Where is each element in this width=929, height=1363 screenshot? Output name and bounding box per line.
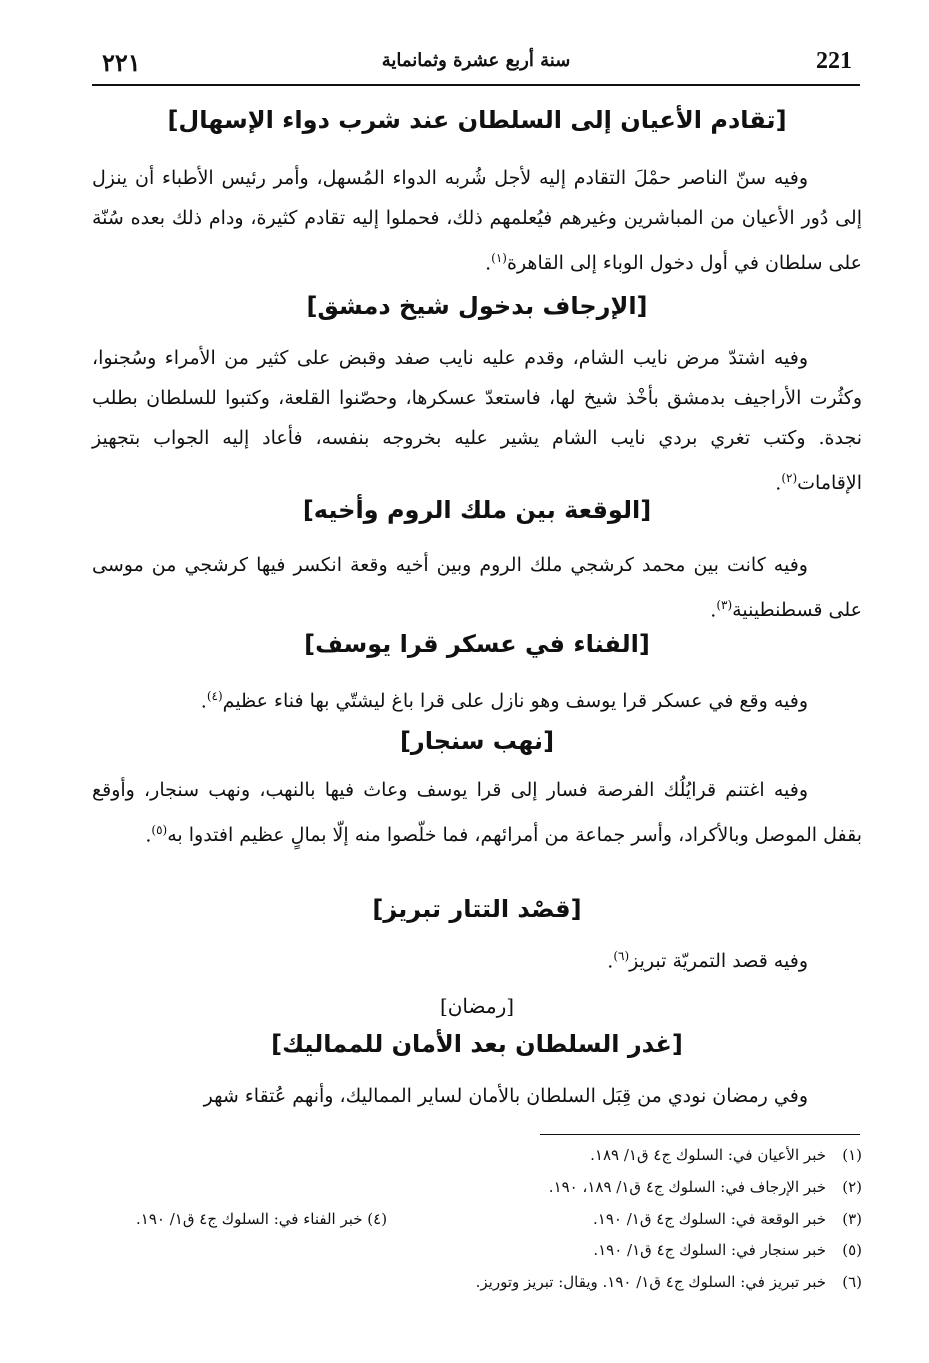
- section-heading: [غدر السلطان بعد الأمان للمماليك]: [271, 1030, 683, 1058]
- section-paragraph: وفيه كانت بين محمد كرشجي ملك الروم وبين أخيه وقعة انكسر فيها كرشجي من موسى على قسطنطينية$^{(٣)}$.: [92, 554, 862, 622]
- section-heading: [الوقعة بين ملك الروم وأخيه]: [302, 496, 652, 524]
- running-header: [92, 40, 860, 86]
- footnote-item: (٤) خبر الفناء في: السلوك ج٤ ق١/ ١٩٠.: [136, 1210, 388, 1228]
- footnote-item: (٣)خبر الوقعة في: السلوك ج٤ ق١/ ١٩٠.: [592, 1210, 862, 1228]
- section-heading: [قصْد التتار تبريز]: [372, 895, 582, 923]
- footnote-ref[interactable]: (١): [491, 251, 507, 265]
- section-heading: [نهب سنجار]: [399, 727, 555, 755]
- section-paragraph: وفيه اشتدّ مرض نايب الشام، وقدم عليه نايب صفد وقبض على كثير من الأمراء وسُجنوا، وكثُرت الأراجيف بدمشق بأخْذ شيخ لها، فاستعدّ عسكرها، وحصّنوا القلعة، وكتبوا للسلطان بطلب نجدة. وكتب تغري بردي نايب الشام يشير عليه بخروجه بنفسه، فأعاد إليه الجواب بتجهيز الإقامات$^{(٢)}$.: [92, 347, 862, 495]
- footnote-ref[interactable]: (٤): [206, 689, 223, 703]
- footnote-ref[interactable]: (٥): [151, 823, 168, 837]
- footnote-item: (١)خبر الأعيان في: السلوك ج٤ ق١/ ١٨٩.: [590, 1146, 862, 1164]
- footnote-separator: [540, 1134, 860, 1135]
- section-paragraph: وفيه وقع في عسكر قرا يوسف وهو نازل على قرا باغ ليشتّي بها فناء عظيم$^{(٤)}$.: [200, 689, 808, 713]
- footnote-item: (٥)خبر سنجار في: السلوك ج٤ ق١/ ١٩٠.: [593, 1241, 862, 1259]
- section-paragraph: وفيه قصد التمريّة تبريز$^{(٦)}$.: [607, 949, 808, 973]
- month-heading: [رمضان]: [439, 994, 515, 1018]
- running-title: سنة أربع عشرة وثمانماية: [381, 50, 571, 71]
- footnote-item: (٦)خبر تبريز في: السلوك ج٤ ق١/ ١٩٠. ويقال: تبريز وتوريز.: [475, 1273, 862, 1291]
- section-heading: [تقادم الأعيان إلى السلطان عند شرب دواء الإسهال]: [167, 106, 787, 134]
- page-number-arabic: ٢٢١: [102, 48, 141, 77]
- page-number-latin: 221: [816, 48, 852, 74]
- section-paragraph: وفي رمضان نودي من قِبَل السلطان بالأمان لساير المماليك، وأنهم عُتقاء شهر: [203, 1085, 808, 1107]
- section-paragraph: وفيه اغتنم قرايُلُك الفرصة فسار إلى قرا يوسف وعاث فيها بالنهب، ونهب سنجار، وأوقع بقفل الموصل وبالأكراد، وأسر جماعة من أمرائهم، فما خلّصوا منه إلّا بمالٍ عظيم افتدوا به$^{(٥)}$.: [92, 779, 862, 847]
- footnote-ref[interactable]: (٣): [716, 598, 733, 612]
- footnote-ref[interactable]: (٦): [613, 949, 630, 963]
- section-paragraph: وفيه سنّ الناصر حمْلَ التقادم إليه لأجل شُربه الدواء المُسهل، وأمر رئيس الأطباء أن ينزل إلى دُور الأعيان من المباشرين وغيرهم فيُعلمهم ذلك، فحملوا إليه تقادم كثيرة، ودام ذلك بعده سُنّة على سلطان في أول دخول الوباء إلى القاهرة$^{(١)}$.: [92, 167, 862, 275]
- footnote-ref[interactable]: (٢): [781, 471, 798, 485]
- section-heading: [الإرجاف بدخول شيخ دمشق]: [306, 292, 648, 320]
- section-heading: [الفناء في عسكر قرا يوسف]: [304, 630, 650, 658]
- footnote-item: (٢)خبر الإرجاف في: السلوك ج٤ ق١/ ١٨٩، ١٩٠.: [548, 1178, 862, 1196]
